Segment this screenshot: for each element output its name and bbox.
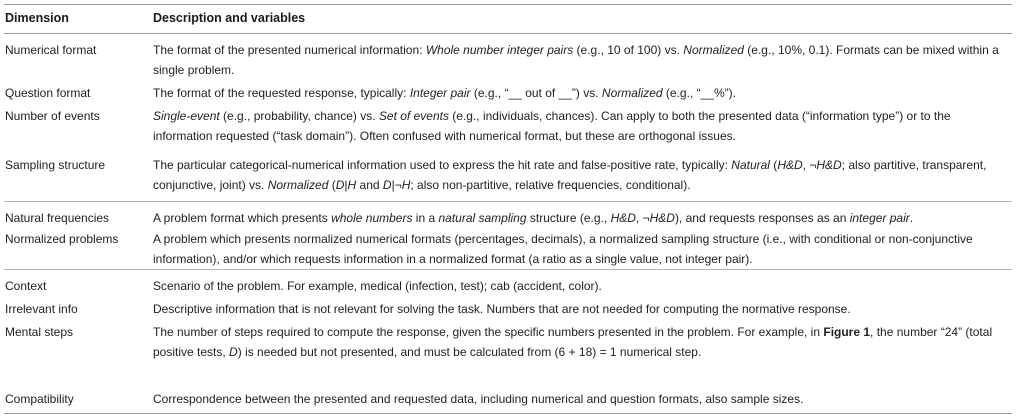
row-dimension: Irrelevant info [5, 302, 78, 316]
group-rule [4, 269, 1012, 270]
row-description: A problem which presents normalized numerical formats (percentages, decimals), a normalized sampling structure (i.e., with conditional or non-conjunctive information), and/or which requests information in a normalized format (a ratio as a single value, not integer pair). [153, 232, 973, 266]
row-dimension: Compatibility [5, 392, 74, 406]
group-rule [4, 201, 1012, 202]
row-description: The number of steps required to compute the response, given the specific numbers presented in the problem. For example, in Figure 1, the number “24” (total positive tests, D) is needed but not presented, and must be calculated from (6 + 18) = 1 numerical step. [153, 325, 993, 359]
row-description: Scenario of the problem. For example, medical (infection, test); cab (accident, color). [153, 279, 602, 293]
top-rule [4, 4, 1012, 5]
row-dimension: Question format [5, 86, 91, 100]
bottom-rule [4, 413, 1012, 414]
row-description: Descriptive information that is not relevant for solving the task. Numbers that are not needed for computing the normative response. [153, 302, 851, 316]
row-dimension: Context [5, 279, 47, 293]
row-dimension: Number of events [5, 109, 100, 123]
row-description: The particular categorical-numerical information used to express the hit rate and false-positive rate, typically: Natural (H&D, ¬H&D; also partitive, transparent, conjunctive, joint) vs. Normalized (D|H and D|¬H; also non-partitive, relative frequencies, conditional). [153, 158, 987, 192]
row-description: The format of the presented numerical information: Whole number integer pairs (e.g., 10 of 100) vs. Normalized (e.g., 10%, 0.1). Formats can be mixed within a single problem. [153, 43, 999, 77]
row-dimension: Natural frequencies [5, 211, 110, 225]
row-description: A problem format which presents whole numbers in a natural sampling structure (e.g., H&D, ¬H&D), and requests responses as an integer pair. [153, 211, 914, 225]
row-dimension: Mental steps [5, 325, 74, 339]
row-description: Single-event (e.g., probability, chance) vs. Set of events (e.g., individuals, chances). Can apply to both the presented data (“information type”) or to the information requested (“task domain”). Often confused with numerical format, but these are orthogonal issues. [153, 109, 951, 143]
row-description: The format of the requested response, typically: Integer pair (e.g., “__ out of __”) vs. Normalized (e.g., “__%”). [153, 86, 736, 100]
header-dimension: Dimension [5, 11, 69, 25]
row-description: Correspondence between the presented and requested data, including numerical and question formats, also sample sizes. [153, 392, 804, 406]
row-dimension: Numerical format [5, 43, 97, 57]
row-dimension: Sampling structure [5, 158, 106, 172]
row-dimension: Normalized problems [5, 232, 119, 246]
header-description: Description and variables [153, 11, 306, 25]
header-rule [4, 33, 1012, 34]
